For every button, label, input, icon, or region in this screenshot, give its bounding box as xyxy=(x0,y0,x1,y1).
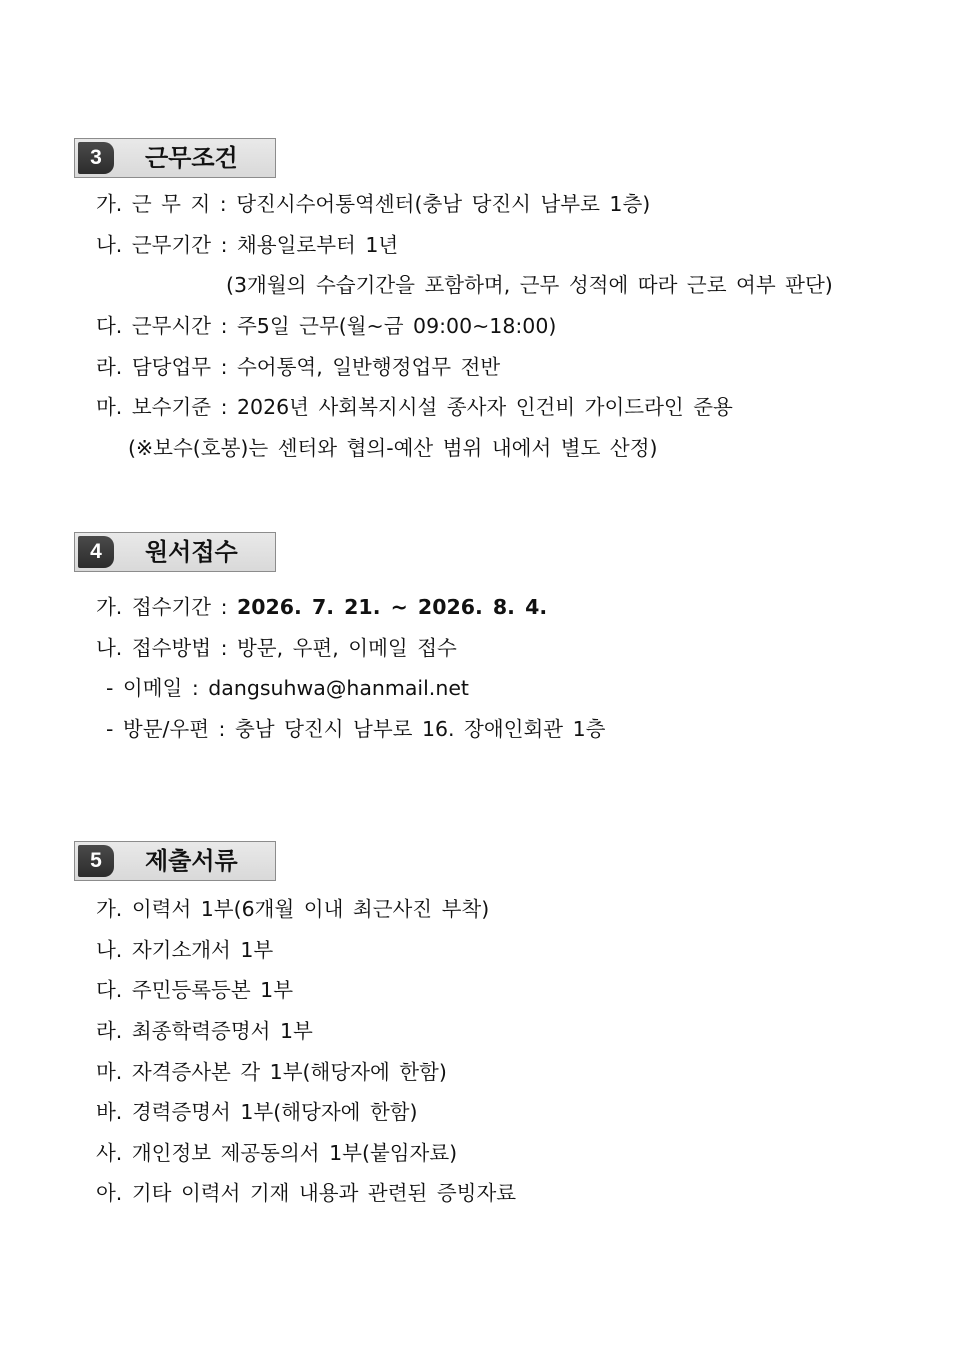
visit-mail-address-line: - 방문/우편 : 충남 당진시 남부로 16. 장애인회관 1층 xyxy=(106,717,606,741)
document-item: 가. 이력서 1부(6개월 이내 최근사진 부착) xyxy=(96,897,490,921)
section-title: 원서접수 xyxy=(145,538,238,566)
email-line: - 이메일 : dangsuhwa@hanmail.net xyxy=(106,676,469,700)
section-title: 근무조건 xyxy=(145,144,238,172)
salary-note-line: (※보수(호봉)는 센터와 협의-예산 범위 내에서 별도 산정) xyxy=(128,436,658,460)
work-hours-line: 다. 근무시간 : 주5일 근무(월~금 09:00~18:00) xyxy=(96,314,557,338)
application-method-line: 나. 접수방법 : 방문, 우편, 이메일 접수 xyxy=(96,636,457,660)
application-period-label: 가. 접수기간 : xyxy=(96,595,237,619)
document-item: 바. 경력증명서 1부(해당자에 한함) xyxy=(96,1100,418,1124)
application-period-line xyxy=(96,592,547,622)
salary-standard-line: 마. 보수기준 : 2026년 사회복지시설 종사자 인건비 가이드라인 준용 xyxy=(96,395,733,419)
section-number-badge: 3 xyxy=(78,142,114,174)
duties-line: 라. 담당업무 : 수어통역, 일반행정업무 전반 xyxy=(96,355,501,379)
document-item: 나. 자기소개서 1부 xyxy=(96,938,274,962)
section-header-work-conditions xyxy=(74,138,276,178)
document-item: 아. 기타 이력서 기재 내용과 관련된 증빙자료 xyxy=(96,1181,517,1205)
document-item: 사. 개인정보 제공동의서 1부(붙임자료) xyxy=(96,1141,458,1165)
section-title: 제출서류 xyxy=(145,847,238,875)
document-item: 마. 자격증사본 각 1부(해당자에 한함) xyxy=(96,1060,447,1084)
application-period-dates: 2026. 7. 21. ~ 2026. 8. 4. xyxy=(237,595,548,619)
work-period-line: 나. 근무기간 : 채용일로부터 1년 xyxy=(96,233,399,257)
work-location-line: 가. 근 무 지 : 당진시수어통역센터(충남 당진시 남부로 1층) xyxy=(96,192,651,216)
section-number-badge: 4 xyxy=(78,536,114,568)
section-number-badge: 5 xyxy=(78,845,114,877)
section-header-application xyxy=(74,532,276,572)
probation-note-line: (3개월의 수습기간을 포함하며, 근무 성적에 따라 근로 여부 판단) xyxy=(226,273,833,297)
document-item: 다. 주민등록등본 1부 xyxy=(96,978,294,1002)
document-item: 라. 최종학력증명서 1부 xyxy=(96,1019,313,1043)
section-header-documents xyxy=(74,841,276,881)
